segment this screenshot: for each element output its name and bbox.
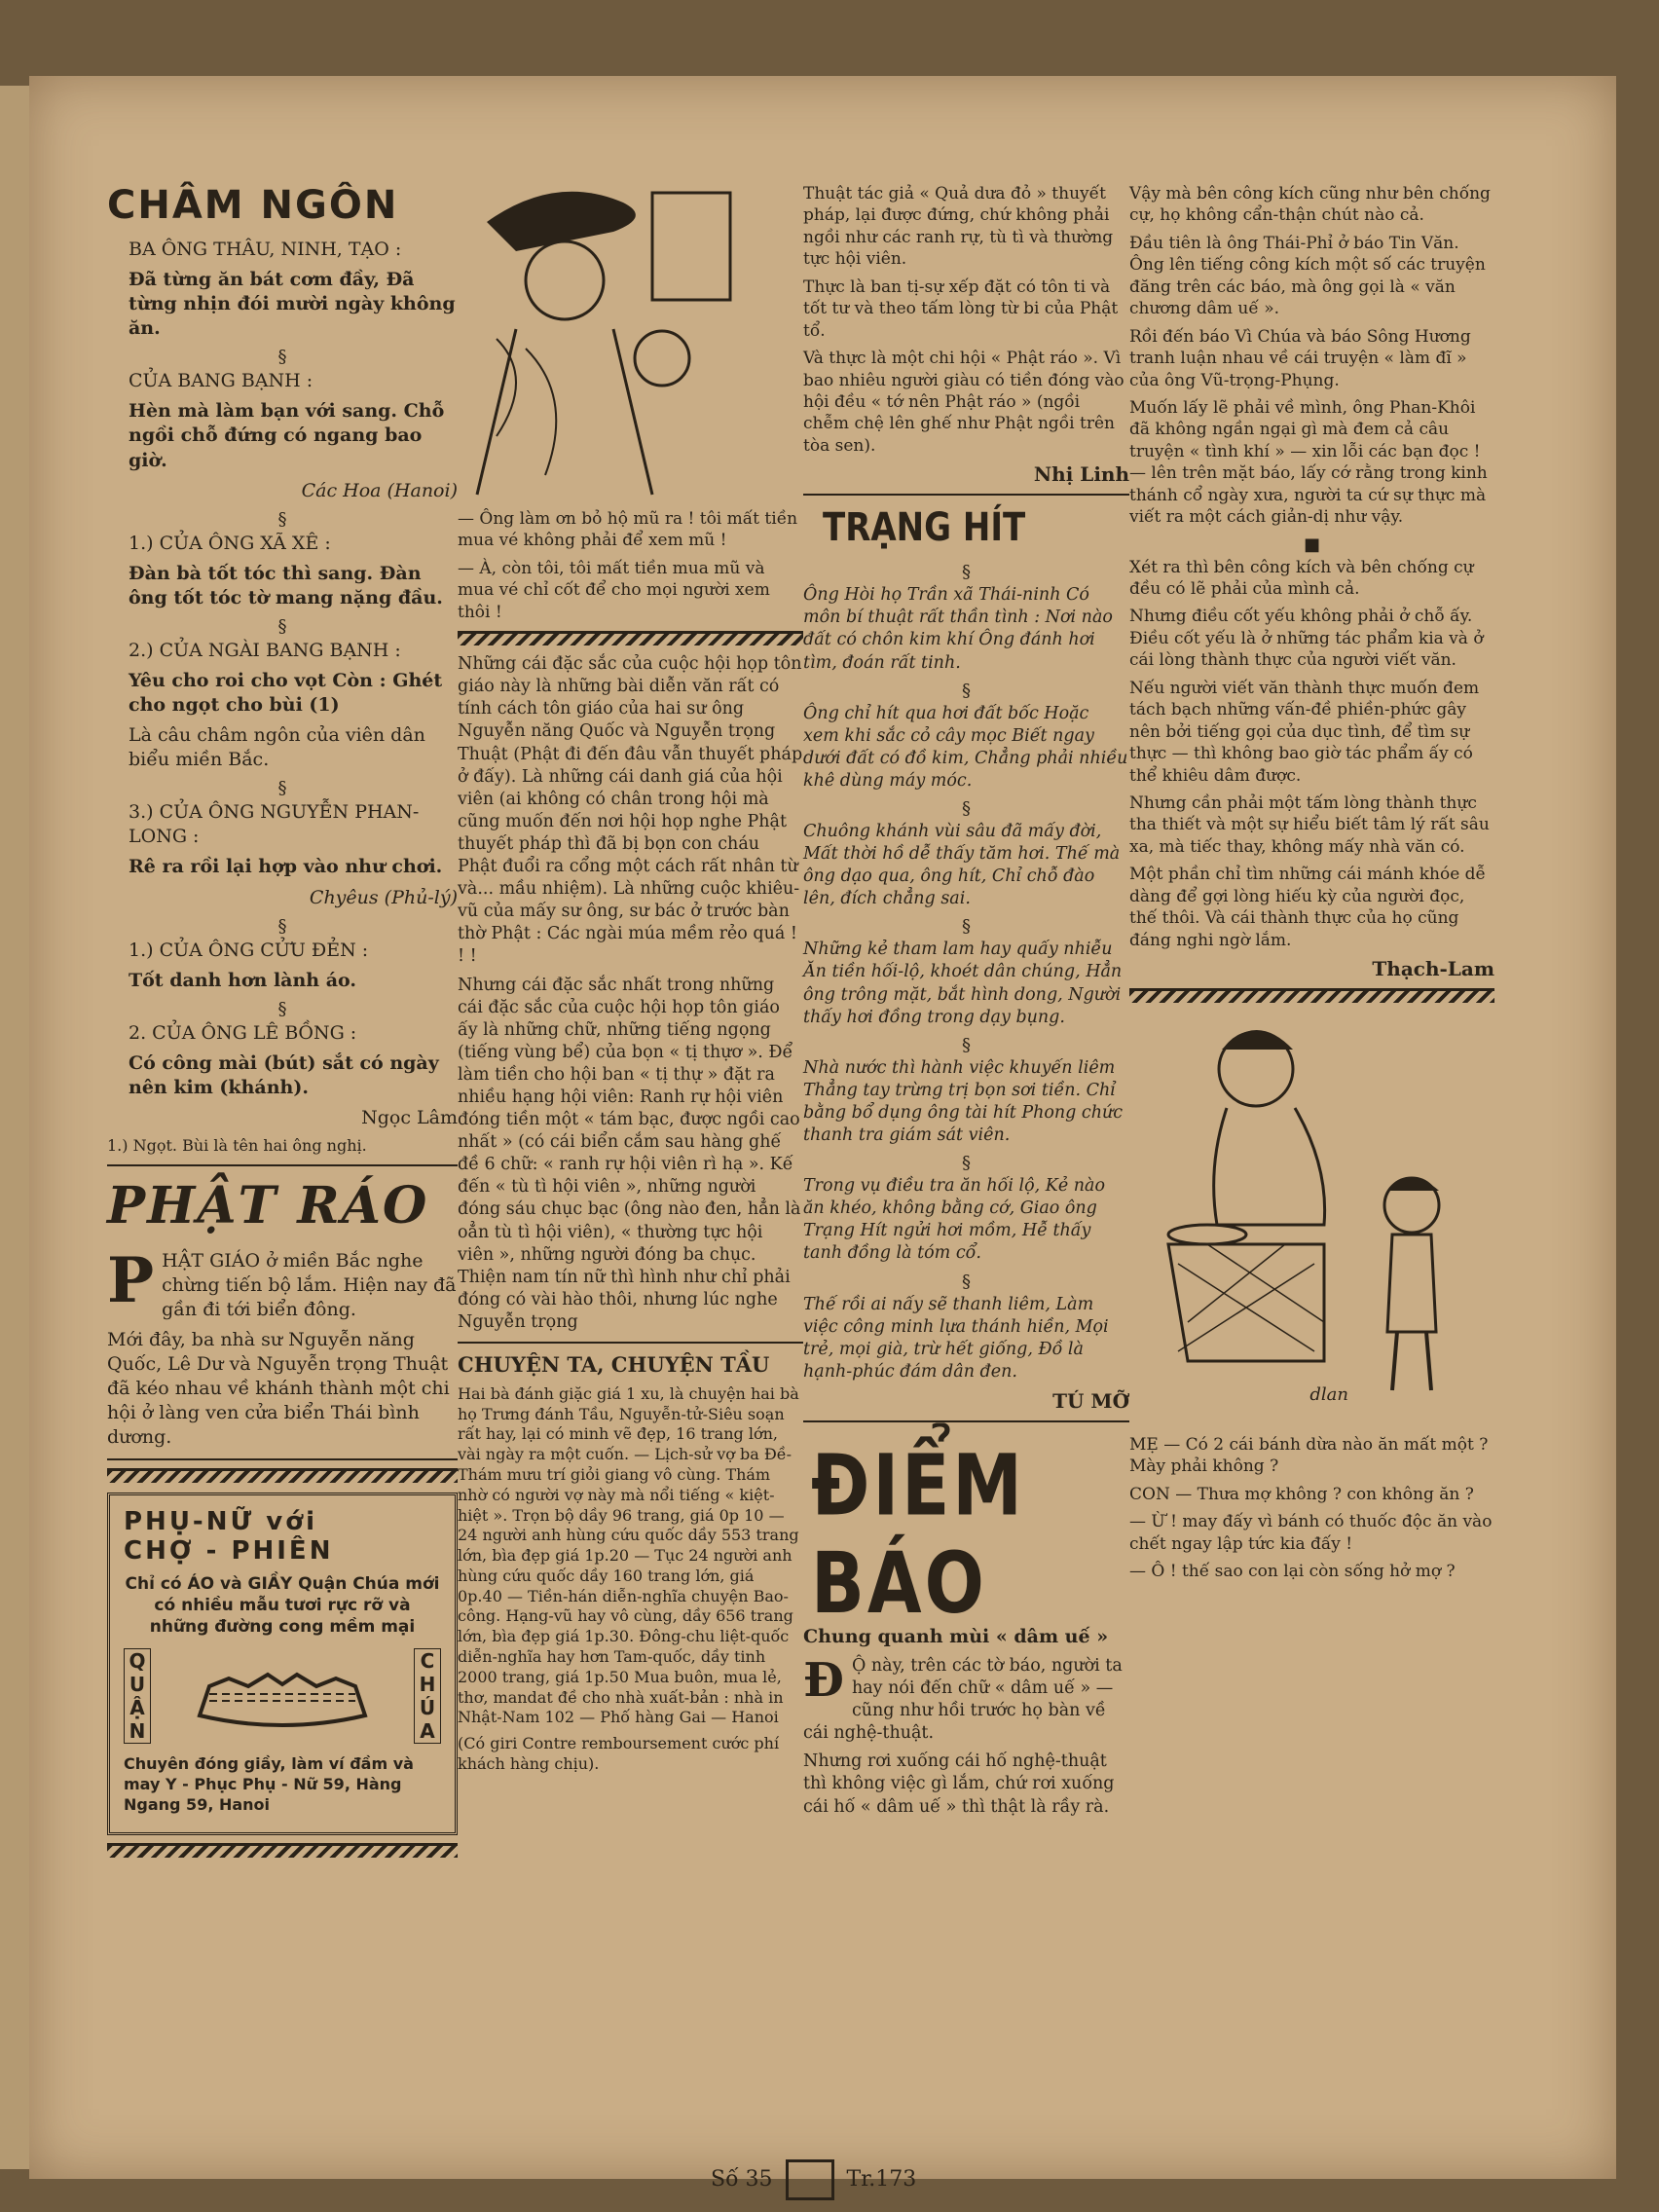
page-footer bbox=[711, 2159, 916, 2200]
diem-bao-text-1: Ộ này, trên các tờ báo, người ta hay nói đến chữ « dâm uế » — cũng như hồi trước họ bàn về cái nghệ-thuật. bbox=[803, 1655, 1123, 1744]
bullet-icon: ■ bbox=[1303, 534, 1320, 555]
separator-icon: § bbox=[277, 508, 287, 530]
author-signature: Thạch-Lam bbox=[1372, 957, 1494, 980]
verse-6: Trong vụ điều tra ăn hối lộ, Kẻ nào ăn khéo, không bằng cớ, Giao ông Trạng Hít ngửi hơi mồm, Hễ thấy tanh đồng là tóm cổ. bbox=[803, 1176, 1106, 1264]
column-2 bbox=[458, 183, 803, 1781]
crown-icon bbox=[190, 1657, 375, 1735]
cham-ngon-head-3: 1.) CỦA ÔNG XÃ XÊ : bbox=[129, 532, 331, 554]
cham-ngon-head-1: BA ÔNG THÂU, NINH, TẠO : bbox=[129, 239, 402, 260]
author-signature: Nhị Linh bbox=[1033, 462, 1129, 487]
separator-icon: § bbox=[277, 998, 287, 1019]
cham-ngon-body-5: Rê ra rồi lại hợp vào như chơi. bbox=[129, 856, 443, 878]
separator-icon: § bbox=[962, 562, 971, 583]
diem-bao-cont-2: Đầu tiên là ông Thái-Phỉ ở báo Tin Văn. Ông lên tiếng công kích một số các truyện đăng trên các báo, mà ông gọi là « văn chương dâm uế ». bbox=[1129, 233, 1486, 319]
cham-ngon-body-4: Yêu cho roi cho vọt Còn : Ghét cho ngọt cho bùi (1) bbox=[129, 670, 443, 717]
cartoon-caption-1: — Ông làm ơn bỏ hộ mũ ra ! tôi mất tiền mua vé không phải để xem mũ ! bbox=[458, 509, 798, 551]
divider bbox=[803, 494, 1129, 496]
diem-bao-title: ĐIỂM BÁO bbox=[811, 1435, 1025, 1633]
verse-1: Ông Hòi họ Trần xã Thái-ninh Có môn bí thuật rất thần tình : Nơi nào đất có chôn kim khí Ông đánh hơi tìm, đoán rất tinh. bbox=[803, 585, 1113, 673]
separator-icon: § bbox=[962, 1271, 971, 1292]
cham-ngon-body-1: Đã từng ăn bát cơm đầy, Đã từng nhịn đói mười ngày không ăn. bbox=[129, 269, 456, 340]
ad-title-1: PHỤ-NỮ với bbox=[124, 1506, 317, 1536]
separator-icon: § bbox=[277, 915, 287, 937]
cham-ngon-head-4: 2.) CỦA NGÀI BANG BẠNH : bbox=[129, 639, 401, 661]
column-1 bbox=[107, 183, 458, 1865]
divider bbox=[458, 1342, 803, 1344]
separator-icon: § bbox=[962, 798, 971, 819]
verse-5: Nhà nước thì hành việc khuyến liêm Thẳng tay trừng trị bọn sơi tiền. Chỉ bằng bổ dụng ông tài hít Phong chức thanh tra giám sát viên. bbox=[803, 1057, 1124, 1146]
mother-child-cartoon bbox=[1129, 1011, 1460, 1419]
issue-number: Số 35 bbox=[711, 2167, 773, 2192]
verse-3: Chuông khánh vùi sâu đã mấy đời, Mất thời hồ dễ thấy tăm hơi. Thế mà ông dạo qua, ông hít, Chỉ chỗ đào lên, đích chẳng sai. bbox=[803, 822, 1121, 909]
diem-bao-para-2: Nhưng rơi xuống cái hố nghệ-thuật thì không việc gì lắm, chứ rơi xuống cái hố « dâm uế » thì thật là rầy rà. bbox=[803, 1751, 1115, 1817]
phat-rao-cont-3: Và thực là một chi hội « Phật ráo ». Vì bao nhiêu người giàu có tiền đóng vào hội đều « tớ nên Phật ráo » (ngồi chễm chệ lên ghế như Phật ngồi trên tòa sen). bbox=[803, 349, 1124, 456]
chuyen-ta-title: CHUYỆN TA, CHUYỆN TẦU bbox=[458, 1352, 770, 1377]
footnote: 1.) Ngọt. Bùi là tên hai ông nghị. bbox=[107, 1136, 367, 1156]
phat-rao-title: PHẬT RÁO bbox=[107, 1175, 429, 1235]
cham-ngon-body-6: Tốt danh hơn lành áo. bbox=[129, 969, 356, 991]
verse-2: Ông chỉ hít qua hơi đất bốc Hoặc xem khi sắc cỏ cây mọc Biết ngay dưới đất có đồ kim, Chẳng phải nhiều khê dùng máy móc. bbox=[803, 703, 1128, 791]
newspaper-page bbox=[29, 76, 1616, 2192]
verse-signature: TÚ MỠ bbox=[1052, 1388, 1129, 1413]
cartoon-illustration bbox=[458, 183, 750, 504]
newspaper-logo-icon bbox=[786, 2159, 834, 2200]
wavy-divider bbox=[107, 1468, 458, 1483]
dialog-4: — Ô ! thế sao con lại còn sống hở mợ ? bbox=[1129, 1562, 1456, 1582]
cham-ngon-head-2: CỦA BANG BẠNH : bbox=[129, 370, 313, 392]
diem-bao-cont-8: Nhưng cần phải một tấm lòng thành thực tha thiết và một sự hiểu biết tâm lý rất sâu xa, mà tiếc thay, không mấy nhà văn có. bbox=[1129, 793, 1490, 857]
verse-7: Thế rồi ai nấy sẽ thanh liêm, Làm việc công minh lựa thánh hiền, Mọi trẻ, mọi già, trừ hết giống, Đồ là hạnh-phúc đám dân đen. bbox=[803, 1294, 1109, 1382]
wavy-divider bbox=[1129, 988, 1494, 1003]
cartoon-signature: dlan bbox=[1309, 1384, 1348, 1405]
chuyen-ta-body: Hai bà đánh giặc giá 1 xu, là chuyện hai bà họ Trưng đánh Tầu, Nguyễn-tử-Siêu soạn rất hay, lại có minh vẽ đẹp, 16 trang lớn, vài ngày ra một cuốn. — Lịch-sử vợ ba Đề-Thám mưu trí giỏi giang vô cùng. Thám nhờ có người vợ này mà nổi tiếng « kiệt-hiệt ». Trọn bộ dầy 96 trang, giá 0p 10 — 24 người anh hùng cứu quốc dầy 553 trang lớn, bìa đẹp giá 1p.20 — Tục 24 người anh hùng cứu quốc dầy 160 trang lớn, giá 0p.40 — Tiền-hán diễn-nghĩa chuyện Bao-công. Hạng-vũ hay vô cùng, dầy 656 trang lớn, bìa đẹp giá 1p.30. Đông-chu liệt-quốc diễn-nghĩa hay hơn Tam-quốc, dầy tinh 2000 trang, giá 1p.50 Mua buôn, mua lẻ, thơ, mandat đề cho nhà xuất-bản : nhà in Nhật-Nam 102 — Phố hàng Gai — Hanoi bbox=[458, 1383, 799, 1727]
phat-rao-text-1: HẬT GIÁO ở miền Bắc nghe chừng tiến bộ lắm. Hiện nay đã gần đi tới biển đông. bbox=[162, 1249, 457, 1321]
diem-bao-cont-3: Rồi đến báo Vì Chúa và báo Sông Hương tranh luận nhau về cái truyện « làm đĩ » của ông Vũ-trọng-Phụng. bbox=[1129, 326, 1471, 390]
separator-icon: § bbox=[277, 347, 287, 368]
ad-label-left: QUẬN bbox=[126, 1648, 149, 1743]
cham-ngon-head-7: 2. CỦA ÔNG LÊ BỒNG : bbox=[129, 1021, 357, 1044]
ad-footer: Chuyên đóng giầy, làm ví đầm và may Y - Phục Phụ - Nữ 59, Hàng Ngang 59, Hanoi bbox=[124, 1753, 414, 1815]
cham-ngon-head-5: 3.) CỦA ÔNG NGUYỄN PHAN-LONG : bbox=[129, 801, 420, 848]
cham-ngon-title: CHÂM NGÔN bbox=[107, 183, 399, 228]
separator-icon: § bbox=[962, 680, 971, 701]
separator-icon: § bbox=[277, 615, 287, 637]
verse-4: Những kẻ tham lam hay quấy nhiễu Ăn tiền hối-lộ, khoét dân chúng, Hẳn ông trông mặt, bắt hình dong, Người thấy hơi đồng trong dạy bụng. bbox=[803, 940, 1123, 1027]
ad-label-right: CHÚA bbox=[416, 1648, 439, 1743]
phat-rao-para-2: Mới đây, ba nhà sư Nguyễn năng Quốc, Lê Dư và Nguyễn trọng Thuật đã kéo nhau về khánh thành một chi hội ở làng ven cửa biển Thái bình dương. bbox=[107, 1329, 450, 1449]
book-spine bbox=[0, 86, 31, 2169]
advertisement-box bbox=[107, 1493, 458, 1836]
chuyen-ta-note: (Có giri Contre remboursement cước phí khách hàng chịu). bbox=[458, 1734, 780, 1774]
drop-cap: Đ bbox=[803, 1652, 844, 1708]
ad-body: Chỉ có ÁO và GIẦY Quận Chúa mới có nhiều mẫu tươi rực rỡ và những đường cong mềm mại bbox=[125, 1573, 440, 1638]
divider bbox=[107, 1458, 458, 1460]
cham-ngon-body-2: Hèn mà làm bạn với sang. Chỗ ngồi chỗ đứng có ngang bao giờ. bbox=[129, 400, 445, 471]
divider bbox=[107, 1164, 458, 1166]
diem-bao-para-1 bbox=[803, 1652, 1129, 1745]
diem-bao-cont-7: Nếu người viết văn thành thực muốn đem tách bạch những vấn-đề phiền-phức gây nên bởi tiếng gọi của dục tình, để tìm sự thực — thì không bao giờ tác phẩm ấy có thể khiêu dâm được. bbox=[1129, 678, 1480, 786]
drop-cap: P bbox=[107, 1243, 155, 1317]
separator-icon: § bbox=[962, 1153, 971, 1174]
phat-rao-body-1: Những cái đặc sắc của cuộc hội họp tôn giáo này là những bài diễn văn rất có tính cách tôn giáo của hai sư ông Nguyễn năng Quốc và Nguyễn trọng Thuật (Phật đi đến đâu vẫn thuyết pháp ở đấy). Là những cái danh giá của hội viên (ai không có chân trong hội mà cũng muốn đến nơi hội họp nghe Phật thuyết pháp thì đã bị bọn con cháu Phật đuổi ra cổng một cách rất nhân từ và... mầu nhiệm). Là những cuộc khiêu-vũ của mấy sư ông, sư bác ở trước bàn thờ Phật : Các ngài múa mềm rẻo quá ! ! ! bbox=[458, 654, 803, 967]
phat-rao-body-2: Nhưng cái đặc sắc nhất trong những cái đặc sắc của cuộc hội họp tôn giáo ấy là những chữ, những tiếng ngọng (tiếng vùng bể) của bọn « tị thựơ ». Để làm tiền cho hội ban « tị thự » đặt ra nhiều hạng hội viên: Ranh rự hội viên đóng tiền một « tám bạc, được ngồi cao nhất » (có cái biển cắm sau hàng ghế đề 6 chữ: « ranh rự hội viên rì hạ ». Kế đến « tù tì hội viên », những người đóng sáu chục bạc (ông nào đen, hẳn là oẳn tù tì hội viên), « thường tực hội viên », những người đóng ba chục. Thiện nam tín nữ thì hình như chỉ phải đóng có vài hào thôi, nhưng lúc nghe Nguyễn trọng bbox=[458, 975, 801, 1332]
dialog-3: — Ừ ! may đấy vì bánh có thuốc độc ăn vào chết ngay lập tức kia đấy ! bbox=[1129, 1512, 1493, 1554]
wavy-divider bbox=[458, 631, 803, 645]
column-4 bbox=[1129, 183, 1494, 1589]
trang-hit-title: TRẠNG HÍT bbox=[823, 505, 1026, 551]
divider bbox=[803, 1420, 1129, 1422]
ad-title-2: CHỢ - PHIÊN bbox=[124, 1535, 334, 1566]
wavy-divider bbox=[107, 1843, 458, 1858]
separator-icon: § bbox=[277, 778, 287, 799]
phat-rao-cont-1: Thuật tác giả « Quả dưa đỏ » thuyết pháp, lại được đứng, chứ không phải ngồi như các ranh rự, tù tì và thường tực hội viên. bbox=[803, 184, 1114, 270]
cham-ngon-body-3: Đàn bà tốt tóc thì sang. Đàn ông tốt tóc tờ mang nặng đầu. bbox=[129, 562, 443, 608]
page-number: Tr.173 bbox=[846, 2167, 917, 2192]
phat-rao-cont-2: Thực là ban tị-sự xếp đặt có tôn ti và tốt tư và theo tấm lòng từ bi của Phật tổ. bbox=[803, 276, 1119, 341]
cham-ngon-sig-2: Các Hoa (Hanoi) bbox=[301, 479, 458, 501]
dialog-1: MẸ — Có 2 cái bánh dừa nào ăn mất một ? Mày phải không ? bbox=[1129, 1435, 1489, 1477]
cham-ngon-note-4: Là câu châm ngôn của viên dân biểu miền Bắc. bbox=[129, 724, 425, 771]
column-3 bbox=[803, 183, 1129, 1825]
diem-bao-cont-5: Xét ra thì bên công kích và bên chống cự đều có lẽ phải của mình cả. bbox=[1129, 557, 1474, 599]
cham-ngon-sig-7: Ngọc Lâm bbox=[361, 1107, 458, 1129]
cham-ngon-body-7: Có công mài (bút) sắt có ngày nên kim (khánh). bbox=[129, 1051, 439, 1098]
phat-rao-para-1 bbox=[107, 1243, 458, 1322]
separator-icon: § bbox=[962, 916, 971, 938]
diem-bao-subtitle: Chung quanh mùi « dâm uế » bbox=[803, 1625, 1109, 1647]
diem-bao-cont-4: Muốn lấy lẽ phải về mình, ông Phan-Khôi đã không ngần ngại gì mà đem cả câu truyện « tình khí » — xin lỗi các bạn đọc ! — lên trên mặt báo, lấy cớ rằng trong kinh thánh cổ ngày xưa, người ta cứ sự thực mà viết ra một cách giản-dị như vậy. bbox=[1129, 397, 1488, 528]
dialog-2: CON — Thưa mợ không ? con không ăn ? bbox=[1129, 1484, 1474, 1504]
diem-bao-cont-1: Vậy mà bên công kích cũng như bên chống cự, họ không cẩn-thận chút nào cả. bbox=[1129, 184, 1491, 226]
separator-icon: § bbox=[962, 1034, 971, 1055]
diem-bao-cont-9: Một phần chỉ tìm những cái mánh khóe dễ dàng để gợi lòng hiếu kỳ của người đọc, thế thôi. Và cái thành thực của họ cũng đáng nghi ngờ lắm. bbox=[1129, 865, 1487, 950]
cham-ngon-head-6: 1.) CỦA ÔNG CỬU ĐẺN : bbox=[129, 939, 369, 961]
cham-ngon-sig-5: Chyêus (Phủ-lý) bbox=[309, 886, 458, 908]
diem-bao-cont-6: Nhưng điều cốt yếu không phải ở chỗ ấy. Điều cốt yếu là ở những tác phẩm kia và ở cái lòng thành thực của người viết văn. bbox=[1129, 607, 1484, 671]
cartoon-caption-2: — À, còn tôi, tôi mất tiền mua mũ và mua vé chỉ cốt để cho mọi người xem thôi ! bbox=[458, 558, 770, 622]
